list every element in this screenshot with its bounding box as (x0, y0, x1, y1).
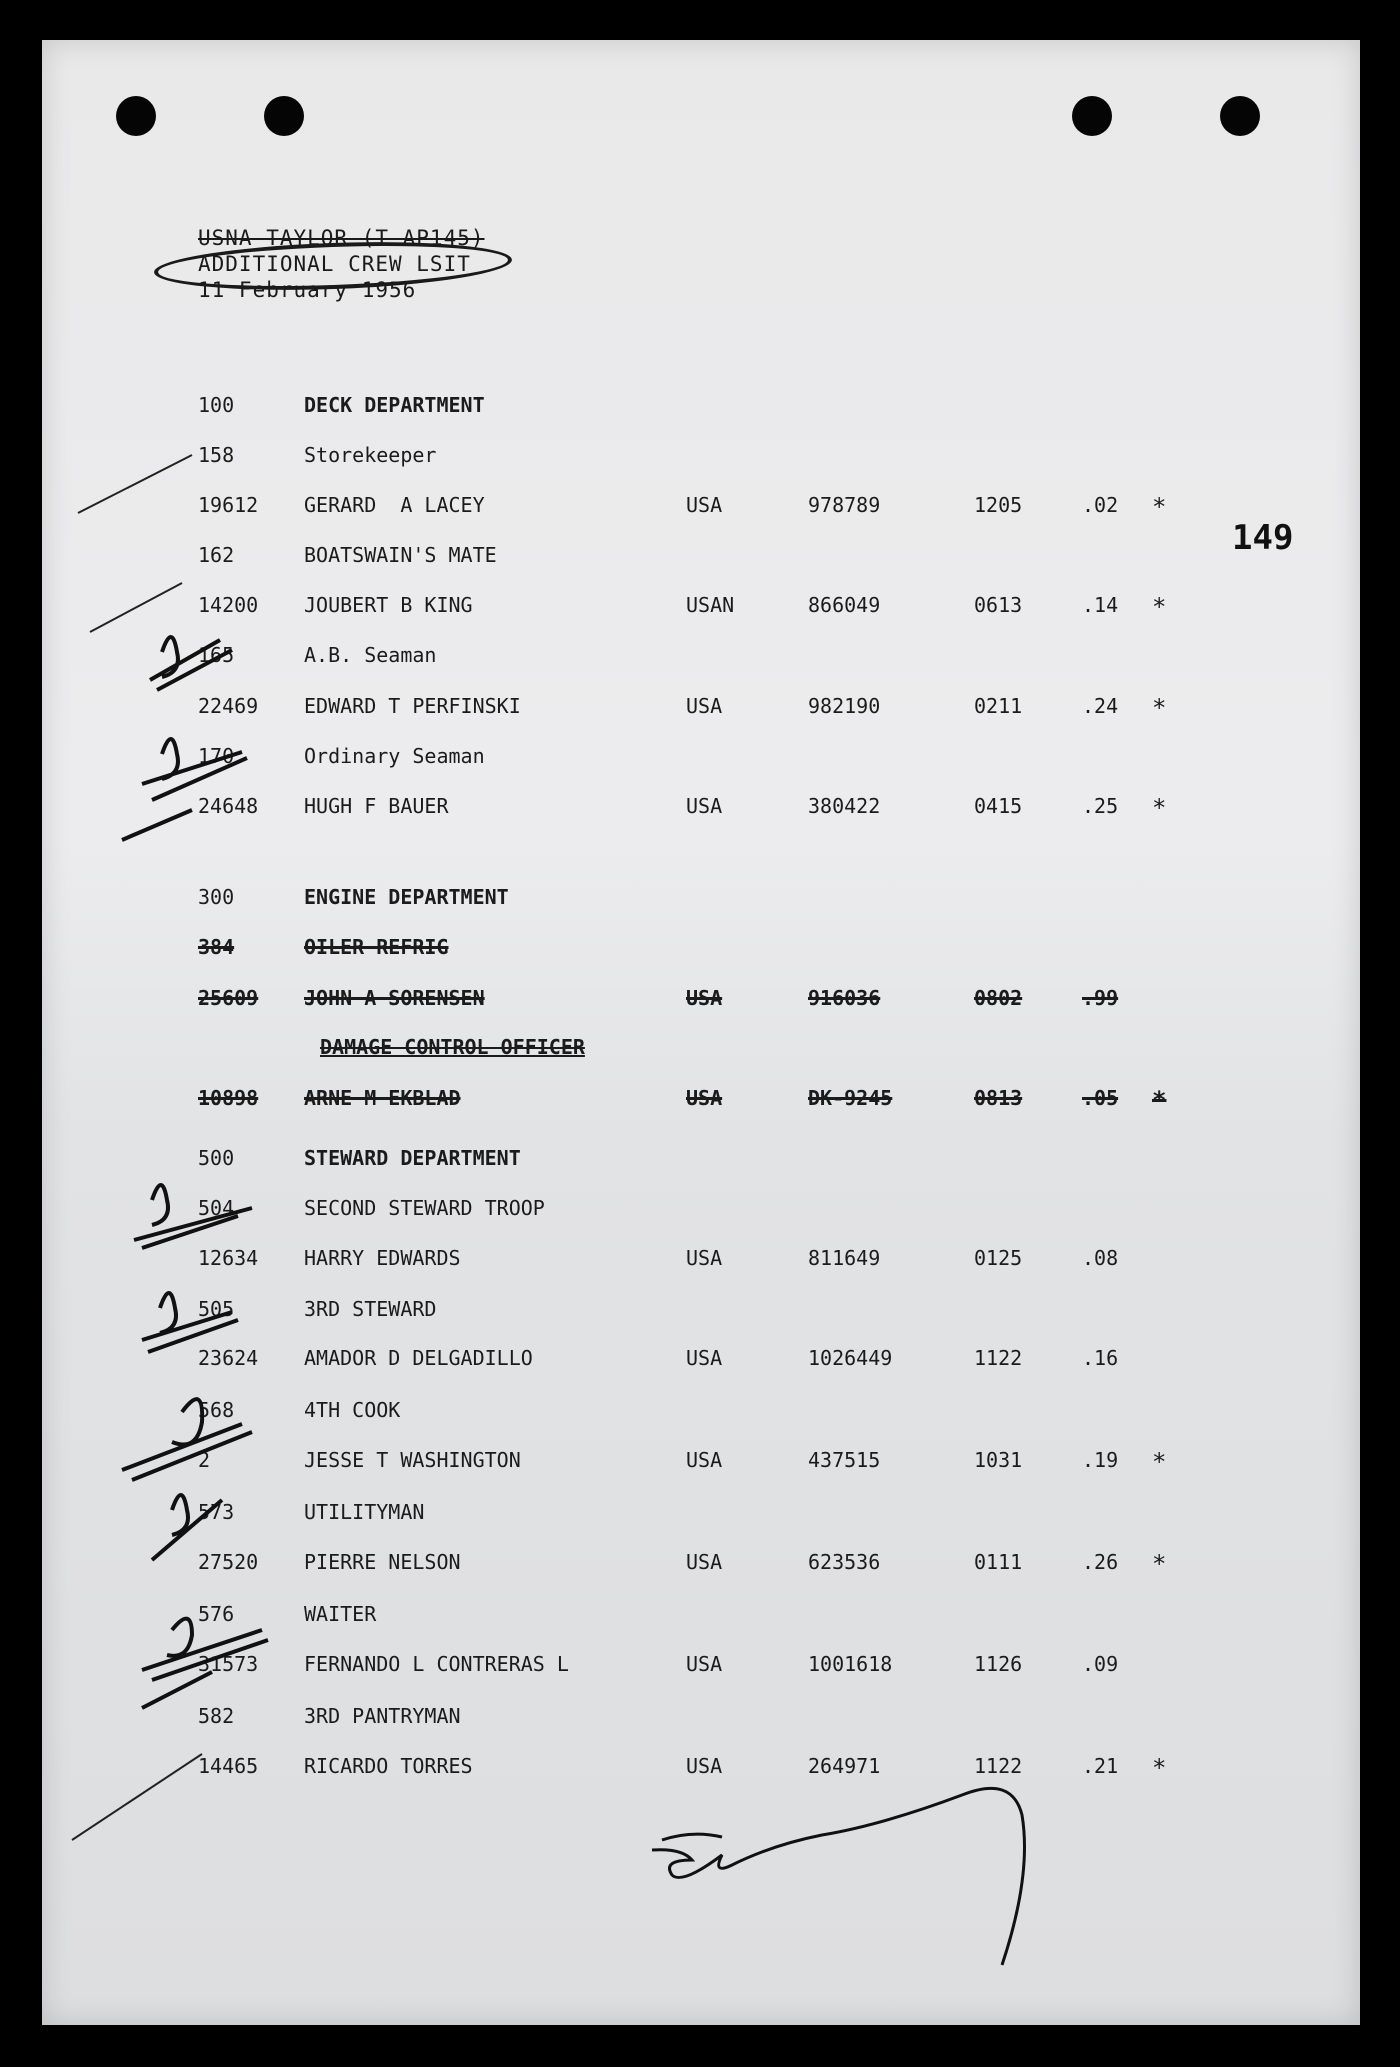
position-code: 100 (198, 393, 235, 417)
signature (652, 1788, 1025, 1965)
nationality: USA (686, 1346, 723, 1370)
position-title: STEWARD DEPARTMENT (304, 1146, 521, 1170)
position-code: 582 (198, 1704, 235, 1728)
position-code: 23624 (198, 1346, 259, 1370)
pen-slash (72, 1754, 202, 1840)
position-code: 2 (198, 1448, 211, 1472)
position-title: WAITER (304, 1602, 377, 1626)
position-code: 12634 (198, 1246, 259, 1270)
rate-value: .14 (1082, 593, 1119, 617)
nationality: USA (686, 1448, 723, 1472)
document-number: 623536 (808, 1550, 881, 1574)
position-title: A.B. Seaman (304, 643, 437, 667)
position-title: OILER REFRIG (304, 935, 449, 959)
crew-name: PIERRE NELSON (304, 1550, 461, 1574)
time-code: 0111 (974, 1550, 1023, 1574)
crew-name: AMADOR D DELGADILLO (304, 1346, 533, 1370)
nationality: USAN (686, 593, 735, 617)
pen-initial (122, 1399, 252, 1480)
pen-initial (142, 1293, 238, 1352)
ship-name: USNA TAYLOR (T-AP145) (198, 226, 485, 250)
position-code: 300 (198, 885, 235, 909)
document-date: 11 February 1956 (198, 278, 417, 302)
pen-slash (78, 455, 192, 513)
nationality: USA (686, 694, 723, 718)
rate-value: .99 (1082, 986, 1119, 1010)
position-code: 10898 (198, 1086, 259, 1110)
position-code: 24648 (198, 794, 259, 818)
asterisk-mark: * (1152, 794, 1167, 822)
pen-initial (134, 1185, 252, 1248)
nationality: USA (686, 794, 723, 818)
crew-name: GERARD A LACEY (304, 493, 485, 517)
position-code: 14200 (198, 593, 259, 617)
position-title: UTILITYMAN (304, 1500, 425, 1524)
position-title: SECOND STEWARD TROOP (304, 1196, 545, 1220)
nationality: USA (686, 1754, 723, 1778)
pen-initial (150, 637, 235, 690)
crew-name: FERNANDO L CONTRERAS L (304, 1652, 569, 1676)
rate-value: .26 (1082, 1550, 1119, 1574)
document-number: 1026449 (808, 1346, 893, 1370)
time-code: 1031 (974, 1448, 1023, 1472)
position-code: 568 (198, 1398, 235, 1422)
time-code: 0613 (974, 593, 1023, 617)
position-title: DAMAGE CONTROL OFFICER (320, 1035, 585, 1059)
crew-name: JOHN A SORENSEN (304, 986, 485, 1010)
position-code: 162 (198, 543, 235, 567)
rate-value: .09 (1082, 1652, 1119, 1676)
document-number: 380422 (808, 794, 881, 818)
position-code: 170 (198, 744, 235, 768)
pen-initial (142, 1619, 268, 1708)
position-code: 504 (198, 1196, 235, 1220)
time-code: 1122 (974, 1346, 1023, 1370)
position-code: 384 (198, 935, 235, 959)
handwritten-marks (42, 40, 1360, 2025)
time-code: 0415 (974, 794, 1023, 818)
position-code: 19612 (198, 493, 259, 517)
document-number: 811649 (808, 1246, 881, 1270)
position-title: BOATSWAIN'S MATE (304, 543, 497, 567)
position-title: 3RD STEWARD (304, 1297, 437, 1321)
document-number: 264971 (808, 1754, 881, 1778)
asterisk-mark: * (1152, 493, 1167, 521)
time-code: 1122 (974, 1754, 1023, 1778)
time-code: 1126 (974, 1652, 1023, 1676)
rate-value: .02 (1082, 493, 1119, 517)
position-code: 22469 (198, 694, 259, 718)
time-code: 1205 (974, 493, 1023, 517)
document-number: 437515 (808, 1448, 881, 1472)
crew-name: JOUBERT B KING (304, 593, 473, 617)
time-code: 0802 (974, 986, 1023, 1010)
asterisk-mark: * (1152, 1448, 1167, 1476)
position-title: ENGINE DEPARTMENT (304, 885, 509, 909)
position-code: 500 (198, 1146, 235, 1170)
nationality: USA (686, 986, 723, 1010)
nationality: USA (686, 1652, 723, 1676)
crew-name: RICARDO TORRES (304, 1754, 473, 1778)
position-code: 158 (198, 443, 235, 467)
nationality: USA (686, 493, 723, 517)
pen-initial (152, 1495, 222, 1560)
rate-value: .05 (1082, 1086, 1119, 1110)
pen-initial (122, 739, 247, 840)
rate-value: .21 (1082, 1754, 1119, 1778)
crew-name: EDWARD T PERFINSKI (304, 694, 521, 718)
rate-value: .16 (1082, 1346, 1119, 1370)
document-number: 866049 (808, 593, 881, 617)
document-number: DK-9245 (808, 1086, 893, 1110)
document-number: 916036 (808, 986, 881, 1010)
pen-slash (90, 583, 182, 632)
document-page (42, 40, 1360, 2025)
nationality: USA (686, 1550, 723, 1574)
asterisk-mark: * (1152, 593, 1167, 621)
asterisk-mark: * (1152, 1754, 1167, 1782)
crew-name: HARRY EDWARDS (304, 1246, 461, 1270)
nationality: USA (686, 1086, 723, 1110)
crew-name: JESSE T WASHINGTON (304, 1448, 521, 1472)
document-number: 1001618 (808, 1652, 893, 1676)
position-title: Ordinary Seaman (304, 744, 485, 768)
position-code: 25609 (198, 986, 259, 1010)
rate-value: .24 (1082, 694, 1119, 718)
position-code: 27520 (198, 1550, 259, 1574)
nationality: USA (686, 1246, 723, 1270)
rate-value: .25 (1082, 794, 1119, 818)
position-title: Storekeeper (304, 443, 437, 467)
position-code: 573 (198, 1500, 235, 1524)
position-title: 4TH COOK (304, 1398, 401, 1422)
time-code: 0125 (974, 1246, 1023, 1270)
crew-name: ARNE M EKBLAD (304, 1086, 461, 1110)
time-code: 0813 (974, 1086, 1023, 1110)
position-code: 31573 (198, 1652, 259, 1676)
asterisk-mark: * (1152, 1550, 1167, 1578)
position-title: DECK DEPARTMENT (304, 393, 485, 417)
document-title: ADDITIONAL CREW LSIT (198, 252, 471, 276)
page-number: 149 (1232, 518, 1294, 558)
asterisk-mark: * (1152, 1086, 1167, 1114)
position-code: 576 (198, 1602, 235, 1626)
rate-value: .08 (1082, 1246, 1119, 1270)
position-code: 165 (198, 643, 235, 667)
position-code: 14465 (198, 1754, 259, 1778)
time-code: 0211 (974, 694, 1023, 718)
document-number: 978789 (808, 493, 881, 517)
crew-name: HUGH F BAUER (304, 794, 449, 818)
rate-value: .19 (1082, 1448, 1119, 1472)
document-number: 982190 (808, 694, 881, 718)
asterisk-mark: * (1152, 694, 1167, 722)
position-title: 3RD PANTRYMAN (304, 1704, 461, 1728)
position-code: 505 (198, 1297, 235, 1321)
